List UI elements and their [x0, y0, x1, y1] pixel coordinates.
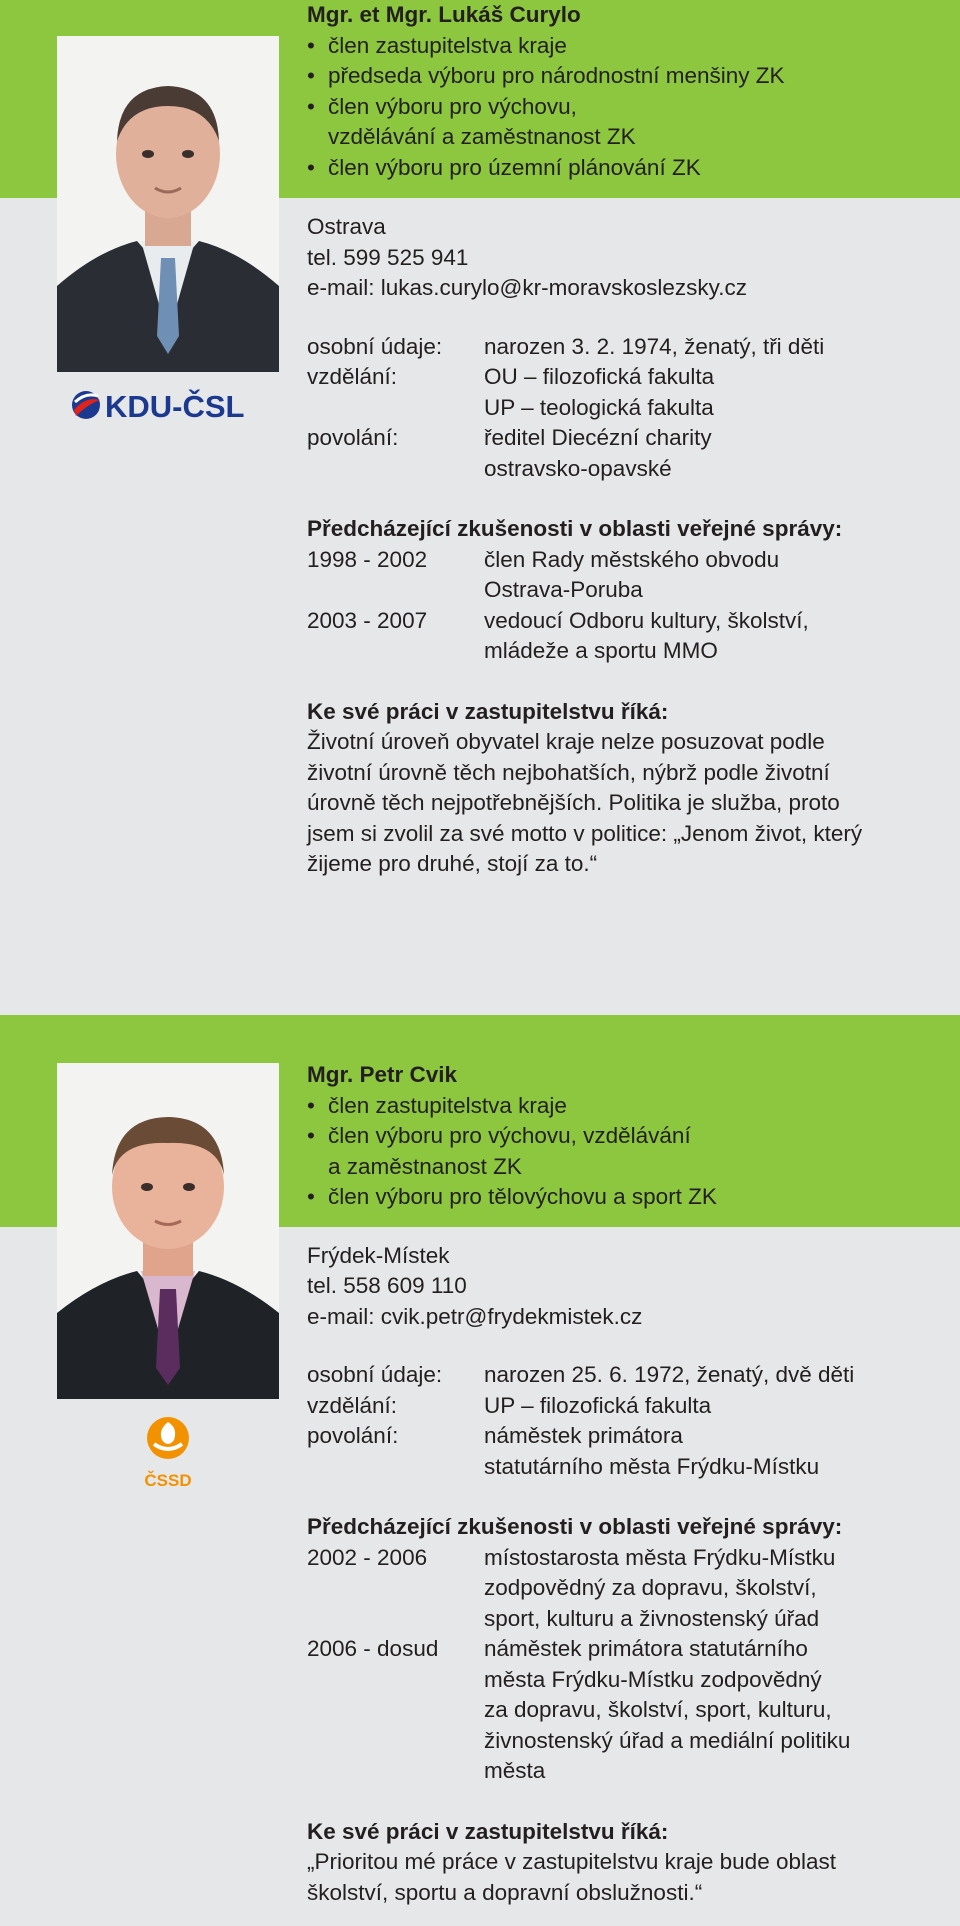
- personal-label: [307, 393, 484, 424]
- experience-period: [307, 1604, 484, 1635]
- experience-period: 2003 - 2007: [307, 607, 428, 633]
- experience-heading: Předcházející zkušenosti v oblasti veřejné správy:: [307, 516, 843, 541]
- experience-text: mládeže a sportu MMO: [484, 638, 718, 663]
- personal-label: [307, 454, 484, 485]
- role-item: • člen výboru pro výchovu,: [307, 92, 947, 123]
- personal-value: statutárního města Frýdku-Místku: [484, 1453, 820, 1479]
- quote-line: Životní úroveň obyvatel kraje nelze posuzovat podle: [307, 729, 825, 754]
- kdu-csl-logo-text: KDU-ČSL: [105, 389, 245, 424]
- personal-value: narozen 25. 6. 1972, ženatý, dvě děti: [484, 1362, 855, 1387]
- city: Ostrava: [307, 214, 386, 239]
- experience-text: za dopravu, školství, sport, kulturu,: [484, 1697, 832, 1722]
- quote-line: jsem si zvolil za své motto v politice: „Jenom život, který: [307, 820, 863, 846]
- email: e-mail: lukas.curylo@kr-moravskoslezsky.cz: [307, 275, 748, 300]
- personal-label: osobní údaje:: [307, 1362, 443, 1387]
- kdu-csl-logo: [70, 386, 270, 424]
- role-item: • člen výboru pro tělovýchovu a sport ZK: [307, 1182, 947, 1213]
- quote-line: „Prioritou mé práce v zastupitelstvu kraje bude oblast: [307, 1849, 837, 1874]
- quote-line: žijeme pro druhé, stojí za to.“: [307, 851, 598, 876]
- personal-info: [307, 1360, 947, 1482]
- experience-period: [307, 575, 484, 606]
- experience-text: zodpovědný za dopravu, školství,: [484, 1575, 817, 1600]
- experience-period: [307, 1726, 484, 1757]
- role-item: • člen výboru pro výchovu, vzdělávání: [307, 1121, 947, 1152]
- experience-period: [307, 1756, 484, 1787]
- experience-text: města Frýdku-Místku zodpovědný: [484, 1666, 822, 1692]
- cssd-logo-text: ČSSD: [144, 1471, 192, 1490]
- role-item: • předseda výboru pro národnostní menšiny ZK: [307, 61, 947, 92]
- profile-text-column: [307, 0, 947, 880]
- roles-list: [307, 1091, 947, 1213]
- quote-heading: Ke své práci v zastupitelstvu říká:: [307, 1818, 669, 1844]
- experience-period: [307, 1695, 484, 1726]
- experience-period: 1998 - 2002: [307, 546, 428, 572]
- personal-value: narozen 3. 2. 1974, ženatý, tři děti: [484, 333, 825, 359]
- experience-text: člen Rady městského obvodu: [484, 546, 780, 572]
- portrait-photo: [57, 1063, 279, 1399]
- portrait-photo: [57, 36, 279, 372]
- experience-period: [307, 1573, 484, 1604]
- experience-heading: Předcházející zkušenosti v oblasti veřejné správy:: [307, 1514, 843, 1539]
- quote-line: úrovně těch nejpotřebnějších. Politika je služba, proto: [307, 790, 840, 815]
- cssd-logo: [138, 1414, 198, 1490]
- quote-heading: Ke své práci v zastupitelstvu říká:: [307, 698, 669, 724]
- city: Frýdek-Místek: [307, 1242, 450, 1268]
- roles-list: [307, 31, 947, 184]
- phone: tel. 558 609 110: [307, 1273, 467, 1298]
- personal-value: ředitel Diecézní charity: [484, 425, 712, 450]
- experience-text: vedoucí Odboru kultury, školství,: [484, 607, 809, 633]
- personal-value: náměstek primátora: [484, 1423, 683, 1448]
- personal-value: ostravsko-opavské: [484, 455, 672, 481]
- experience-text: Ostrava-Poruba: [484, 577, 643, 602]
- experience-period: [307, 636, 484, 667]
- personal-value: UP – filozofická fakulta: [484, 1392, 712, 1418]
- person-name: Mgr. et Mgr. Lukáš Curylo: [307, 2, 581, 27]
- contact-block: [307, 212, 947, 304]
- person-name: Mgr. Petr Cvik: [307, 1062, 458, 1087]
- experience-text: místostarosta města Frýdku-Místku: [484, 1544, 836, 1570]
- personal-label: [307, 1452, 484, 1483]
- quote-block: [307, 727, 947, 880]
- role-item: • člen zastupitelstva kraje: [307, 1091, 947, 1122]
- experience-text: města: [484, 1758, 546, 1783]
- experience-list: [307, 545, 947, 667]
- quote-line: školství, sportu a dopravní obslužnosti.“: [307, 1879, 703, 1905]
- experience-text: sport, kulturu a živnostenský úřad: [484, 1605, 820, 1631]
- experience-period: 2006 - dosud: [307, 1636, 439, 1661]
- personal-label: vzdělání:: [307, 364, 398, 389]
- phone: tel. 599 525 941: [307, 244, 469, 270]
- personal-value: OU – filozofická fakulta: [484, 364, 715, 389]
- role-item: • člen výboru pro územní plánování ZK: [307, 153, 947, 184]
- contact-block: [307, 1241, 947, 1333]
- role-item-continuation: vzdělávání a zaměstnanost ZK: [328, 124, 636, 149]
- role-item-continuation: a zaměstnanost ZK: [328, 1153, 522, 1179]
- personal-info: [307, 332, 947, 485]
- personal-label: vzdělání:: [307, 1392, 398, 1418]
- quote-block: [307, 1847, 947, 1908]
- role-item: • člen zastupitelstva kraje: [307, 31, 947, 62]
- personal-label: povolání:: [307, 1423, 399, 1448]
- email: e-mail: cvik.petr@frydekmistek.cz: [307, 1303, 643, 1329]
- personal-label: osobní údaje:: [307, 333, 443, 359]
- personal-label: povolání:: [307, 425, 399, 450]
- quote-line: životní úrovně těch nejbohatších, nýbrž podle životní: [307, 759, 830, 785]
- experience-period: [307, 1665, 484, 1696]
- experience-text: živnostenský úřad a mediální politiku: [484, 1727, 851, 1753]
- experience-list: [307, 1543, 947, 1787]
- experience-text: náměstek primátora statutárního: [484, 1636, 808, 1661]
- personal-value: UP – teologická fakulta: [484, 394, 714, 420]
- profile-text-column: [307, 1060, 947, 1908]
- experience-period: 2002 - 2006: [307, 1544, 428, 1570]
